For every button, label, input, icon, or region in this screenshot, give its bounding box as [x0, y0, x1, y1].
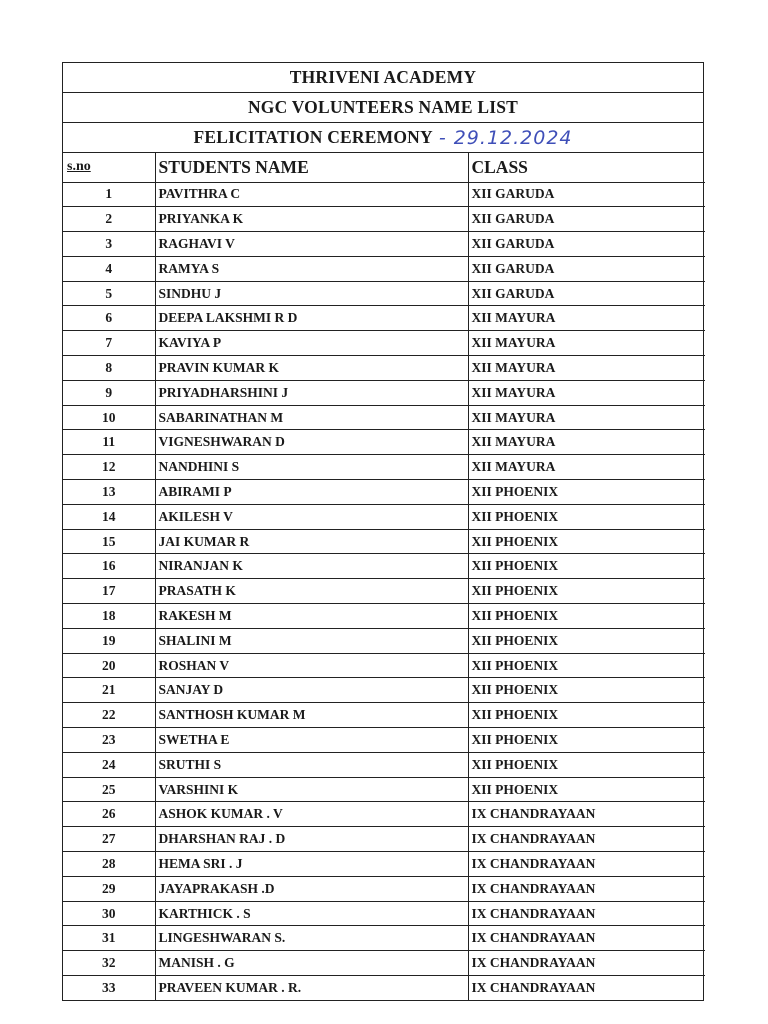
table-row [63, 207, 705, 232]
cell-student-name: VIGNESHWARAN D [155, 430, 468, 455]
table-row [63, 628, 705, 653]
cell-class: IX CHANDRAYAAN [468, 926, 705, 951]
cell-student-name: ABIRAMI P [155, 480, 468, 505]
cell-student-name: DHARSHAN RAJ . D [155, 827, 468, 852]
cell-student-name: PRAVEEN KUMAR . R. [155, 976, 468, 1001]
cell-student-name: DEEPA LAKSHMI R D [155, 306, 468, 331]
cell-sno: 17 [63, 579, 155, 604]
table-row [63, 306, 705, 331]
cell-class: XII PHOENIX [468, 752, 705, 777]
table-row [63, 926, 705, 951]
event-row [63, 123, 703, 153]
cell-sno: 6 [63, 306, 155, 331]
cell-student-name: PRASATH K [155, 579, 468, 604]
cell-student-name: RAGHAVI V [155, 232, 468, 257]
cell-class: IX CHANDRAYAAN [468, 951, 705, 976]
table-row [63, 504, 705, 529]
table-row [63, 752, 705, 777]
volunteer-list-sheet [62, 62, 704, 1001]
cell-class: XII PHOENIX [468, 777, 705, 802]
cell-student-name: KARTHICK . S [155, 901, 468, 926]
cell-student-name: RAMYA S [155, 256, 468, 281]
table-row [63, 405, 705, 430]
table-row [63, 728, 705, 753]
cell-class: XII MAYURA [468, 331, 705, 356]
cell-class: XII PHOENIX [468, 554, 705, 579]
cell-class: XII PHOENIX [468, 678, 705, 703]
cell-student-name: RAKESH M [155, 604, 468, 629]
cell-sno: 24 [63, 752, 155, 777]
column-header-name: STUDENTS NAME [155, 153, 468, 182]
cell-class: IX CHANDRAYAAN [468, 802, 705, 827]
table-row [63, 455, 705, 480]
cell-class: XII GARUDA [468, 281, 705, 306]
cell-sno: 5 [63, 281, 155, 306]
cell-class: XII PHOENIX [468, 529, 705, 554]
cell-class: XII GARUDA [468, 256, 705, 281]
cell-sno: 18 [63, 604, 155, 629]
cell-class: IX CHANDRAYAAN [468, 827, 705, 852]
column-header-sno: s.no [63, 153, 155, 182]
cell-student-name: ROSHAN V [155, 653, 468, 678]
table-row [63, 802, 705, 827]
handwritten-date: - 29.12.2024 [438, 126, 573, 149]
cell-class: XII PHOENIX [468, 604, 705, 629]
cell-student-name: VARSHINI K [155, 777, 468, 802]
cell-student-name: SABARINATHAN M [155, 405, 468, 430]
cell-class: XII MAYURA [468, 306, 705, 331]
cell-sno: 14 [63, 504, 155, 529]
cell-class: XII MAYURA [468, 455, 705, 480]
cell-student-name: SHALINI M [155, 628, 468, 653]
cell-class: XII MAYURA [468, 430, 705, 455]
table-row [63, 430, 705, 455]
cell-sno: 19 [63, 628, 155, 653]
cell-student-name: MANISH . G [155, 951, 468, 976]
table-row [63, 951, 705, 976]
cell-sno: 13 [63, 480, 155, 505]
table-row [63, 480, 705, 505]
cell-sno: 22 [63, 703, 155, 728]
cell-student-name: SANTHOSH KUMAR M [155, 703, 468, 728]
cell-sno: 31 [63, 926, 155, 951]
cell-sno: 10 [63, 405, 155, 430]
table-row [63, 678, 705, 703]
cell-student-name: NIRANJAN K [155, 554, 468, 579]
cell-sno: 33 [63, 976, 155, 1001]
event-title: FELICITATION CEREMONY [193, 127, 433, 147]
cell-class: XII PHOENIX [468, 653, 705, 678]
cell-class: IX CHANDRAYAAN [468, 901, 705, 926]
table-row [63, 901, 705, 926]
table-row [63, 604, 705, 629]
cell-class: IX CHANDRAYAAN [471, 980, 596, 996]
cell-student-name: JAYAPRAKASH .D [155, 876, 468, 901]
table-header-row [63, 153, 705, 182]
school-name: THRIVENI ACADEMY [289, 67, 477, 87]
table-row [63, 653, 705, 678]
cell-class: XII PHOENIX [468, 579, 705, 604]
cell-student-name: LINGESHWARAN S. [155, 926, 468, 951]
table-row [63, 529, 705, 554]
cell-class: XII PHOENIX [468, 728, 705, 753]
cell-sno: 4 [63, 256, 155, 281]
cell-student-name: HEMA SRI . J [155, 852, 468, 877]
cell-student-name: PRIYANKA K [155, 207, 468, 232]
cell-sno: 12 [63, 455, 155, 480]
table-row [63, 777, 705, 802]
table-row [63, 827, 705, 852]
cell-sno: 30 [63, 901, 155, 926]
cell-class: XII PHOENIX [468, 703, 705, 728]
table-row [63, 182, 705, 207]
cell-student-name: NANDHINI S [155, 455, 468, 480]
cell-student-name: SRUTHI S [155, 752, 468, 777]
cell-sno: 9 [63, 380, 155, 405]
cell-student-name: PAVITHRA C [155, 182, 468, 207]
cell-sno: 26 [63, 802, 155, 827]
cell-class: XII GARUDA [468, 207, 705, 232]
cell-class: IX CHANDRAYAAN [468, 876, 705, 901]
cell-class: XII MAYURA [468, 405, 705, 430]
cell-sno: 20 [63, 653, 155, 678]
table-row [63, 876, 705, 901]
list-title-row [63, 93, 703, 123]
cell-class: XII MAYURA [468, 380, 705, 405]
cell-sno: 21 [63, 678, 155, 703]
cell-sno: 16 [63, 554, 155, 579]
cell-student-name: ASHOK KUMAR . V [155, 802, 468, 827]
cell-class: XII GARUDA [468, 182, 705, 207]
table-row [63, 579, 705, 604]
cell-sno: 28 [63, 852, 155, 877]
cell-sno: 25 [63, 777, 155, 802]
cell-sno: 32 [63, 951, 155, 976]
cell-class: IX CHANDRAYAAN [468, 852, 705, 877]
cell-sno: 3 [63, 232, 155, 257]
cell-class: XII GARUDA [468, 232, 705, 257]
cell-sno: 8 [63, 356, 155, 381]
table-row [63, 356, 705, 381]
table-row [63, 281, 705, 306]
cell-student-name: SANJAY D [155, 678, 468, 703]
school-title [63, 63, 703, 93]
cell-class: XII MAYURA [468, 356, 705, 381]
cell-student-name: JAI KUMAR R [155, 529, 468, 554]
volunteer-table [63, 153, 705, 1000]
list-title: NGC VOLUNTEERS NAME LIST [247, 97, 519, 117]
cell-class: XII PHOENIX [468, 628, 705, 653]
cell-sno: 11 [63, 430, 155, 455]
table-row [63, 232, 705, 257]
cell-student-name: SWETHA E [155, 728, 468, 753]
cell-student-name: PRAVIN KUMAR K [155, 356, 468, 381]
cell-student-name: AKILESH V [155, 504, 468, 529]
table-row [63, 256, 705, 281]
cell-sno: 7 [63, 331, 155, 356]
cell-class: XII PHOENIX [468, 480, 705, 505]
cell-student-name: KAVIYA P [155, 331, 468, 356]
cell-class: XII PHOENIX [468, 504, 705, 529]
table-row [63, 380, 705, 405]
table-row [63, 703, 705, 728]
table-row [63, 554, 705, 579]
table-row [63, 852, 705, 877]
cell-sno: 27 [63, 827, 155, 852]
cell-sno: 2 [63, 207, 155, 232]
cell-sno: 23 [63, 728, 155, 753]
cell-sno: 15 [63, 529, 155, 554]
column-header-class: CLASS [468, 153, 705, 182]
cell-sno: 29 [63, 876, 155, 901]
cell-student-name: SINDHU J [155, 281, 468, 306]
table-row [63, 331, 705, 356]
cell-sno: 1 [63, 182, 155, 207]
cell-student-name: PRIYADHARSHINI J [155, 380, 468, 405]
table-row [63, 976, 705, 1001]
